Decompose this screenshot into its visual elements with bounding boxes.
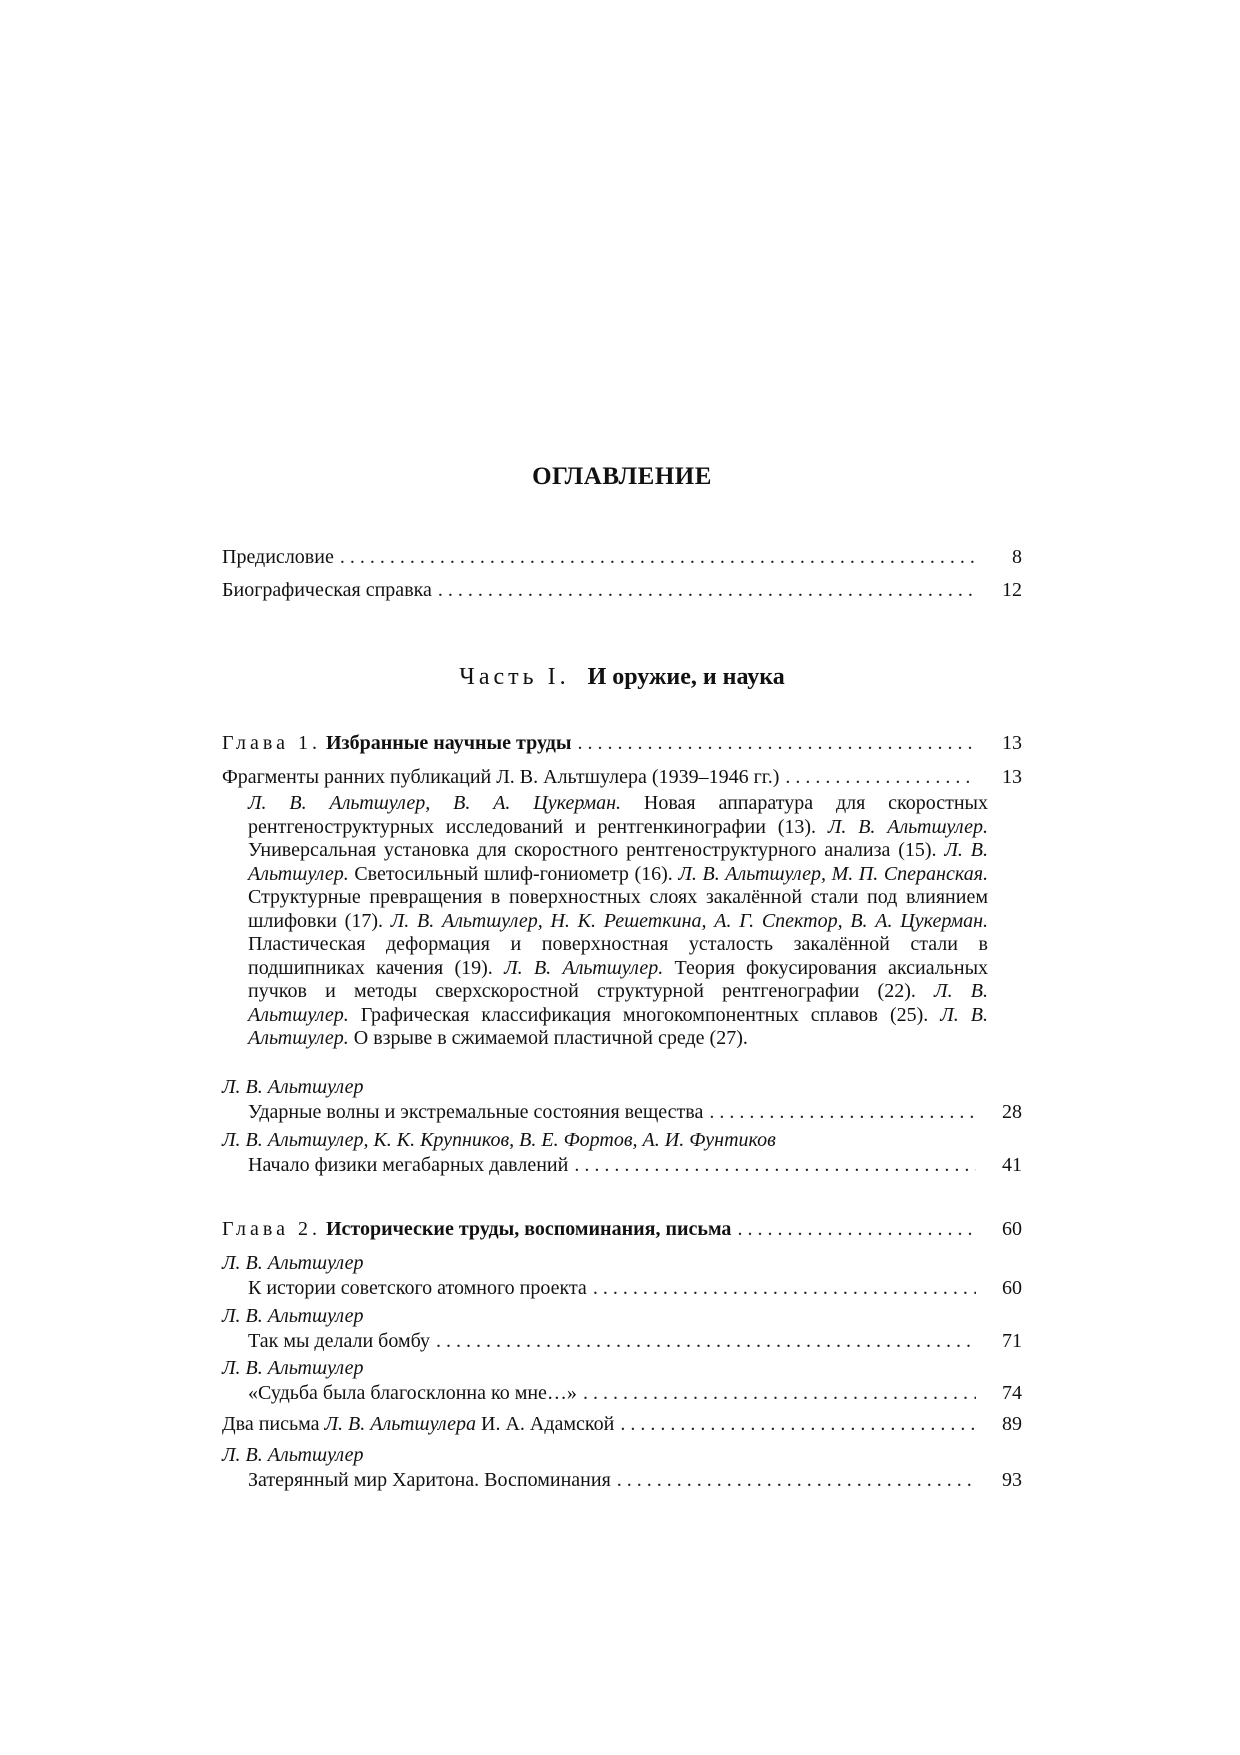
- toc-entry-letters[interactable]: [222, 1412, 1022, 1437]
- entry-authors: Л. В. Альтшулер: [222, 1076, 364, 1098]
- entry-label: Фрагменты ранних публикаций Л. В. Альтшулера (1939–1946 гг.): [222, 766, 780, 788]
- entry-label: Биографическая справка: [222, 579, 432, 601]
- entry-page: 71: [1002, 1330, 1022, 1352]
- leader-dots: [737, 1217, 976, 1242]
- fragment-authors: Л. В. Альтшулер, В. А. Цукерман.: [248, 792, 622, 814]
- entry-label-end: И. А. Адамской: [476, 1413, 615, 1435]
- entry-page: 93: [1002, 1469, 1022, 1491]
- fragment-authors: Л. В. Альтшулер.: [504, 956, 664, 979]
- front-entry-preface[interactable]: [222, 545, 1022, 570]
- fragments-list: [222, 792, 988, 1051]
- entry-authors: Л. В. Альтшулер: [222, 1357, 364, 1379]
- toc-entry-fate[interactable]: [222, 1356, 1022, 1406]
- leader-dots: [438, 578, 976, 603]
- leader-dots: [436, 1329, 976, 1354]
- fragment-authors: Л. В. Альтшулер, Н. К. Решеткина, А. Г. Спектор, В. А. Цукерман.: [390, 909, 989, 932]
- fragment-authors: Л. В. Альтшулер.: [248, 980, 988, 1026]
- leader-dots: [785, 765, 976, 790]
- entry-page: 60: [1002, 1218, 1022, 1240]
- entry-authors: Л. В. Альтшулер: [222, 1305, 364, 1327]
- fragment-authors: Л. В. Альтшулер.: [248, 839, 988, 885]
- fragment-authors: Л. В. Альтшулер.: [248, 1003, 989, 1049]
- fragment-title: Графическая классификация многокомпонентных сплавов (25).: [348, 1003, 941, 1026]
- part-title: [222, 664, 1022, 691]
- toc-title: ОГЛАВЛЕНИЕ: [532, 463, 712, 490]
- toc-entry-shock-waves[interactable]: [222, 1075, 1022, 1125]
- entry-label: Предисловие: [222, 546, 334, 568]
- entry-page: 28: [1002, 1101, 1022, 1123]
- part-prefix: Часть I.: [459, 664, 570, 690]
- toc-entry-atomic-project[interactable]: [222, 1251, 1022, 1301]
- entry-authors: Л. В. Альтшулер: [222, 1444, 364, 1466]
- entry-page: 74: [1002, 1382, 1022, 1404]
- leader-dots: [709, 1100, 976, 1125]
- chapter-prefix: Глава 1.: [222, 732, 321, 754]
- fragment-title: Пластическая деформация и поверхностная усталость закалённой стали в подшипниках качения (19).: [248, 933, 988, 979]
- part-name: И оружие, и наука: [587, 664, 785, 690]
- entry-label: Затерянный мир Харитона. Воспоминания: [248, 1469, 611, 1491]
- chapter-title: Исторические труды, воспоминания, письма: [325, 1218, 732, 1240]
- entry-label: К истории советского атомного проекта: [248, 1277, 587, 1299]
- leader-dots: [340, 545, 976, 570]
- entry-page: 89: [1002, 1413, 1022, 1435]
- leader-dots: [620, 1412, 976, 1437]
- entry-authors: Л. В. Альтшулер: [222, 1252, 364, 1274]
- entry-authors: Л. В. Альтшулер, К. К. Крупников, В. Е. Фортов, А. И. Фунтиков: [222, 1129, 776, 1151]
- leader-dots: [593, 1276, 976, 1301]
- entry-author: Л. В. Альтшулера: [324, 1413, 477, 1435]
- fragment-title: Новая аппаратура для скоростных рентгеноструктурных исследований и рентгенкинографии (13).: [248, 792, 988, 838]
- fragment-title: О взрыве в сжимаемой пластичной среде (27).: [348, 1027, 748, 1049]
- entry-page: 41: [1002, 1154, 1022, 1176]
- toc-entry-khariton[interactable]: [222, 1443, 1022, 1493]
- entry-page: 12: [1002, 579, 1022, 601]
- entry-page: 60: [1002, 1277, 1022, 1299]
- fragment-authors: Л. В. Альтшулер.: [827, 815, 988, 838]
- toc-entry-bomb[interactable]: [222, 1304, 1022, 1354]
- fragment-title: Структурные превращения в поверхностных слоях закалённой стали под влиянием шлифовки (17).: [248, 886, 988, 932]
- fragment-title: Теория фокусирования аксиальных пучков и методы сверхскоростной структурной рентгенографии (22).: [248, 956, 988, 1002]
- entry-page: 13: [1002, 766, 1022, 788]
- entry-label: Два письма: [222, 1413, 325, 1435]
- fragment-authors: Л. В. Альтшулер, М. П. Сперанская.: [678, 862, 988, 885]
- leader-dots: [583, 1381, 976, 1406]
- chapter-prefix: Глава 2.: [222, 1218, 321, 1240]
- entry-page: 8: [1012, 546, 1022, 568]
- front-entry-biography[interactable]: [222, 578, 1022, 603]
- chapter-1-entry[interactable]: [222, 731, 1022, 756]
- entry-label: Начало физики мегабарных давлений: [248, 1154, 569, 1176]
- toc-entry-megabar[interactable]: [222, 1128, 1022, 1178]
- fragments-entry[interactable]: [222, 765, 1022, 1051]
- leader-dots: [617, 1468, 976, 1493]
- entry-label: «Судьба была благосклонна ко мне…»: [248, 1382, 577, 1404]
- entry-page: 13: [1002, 732, 1022, 754]
- chapter-title: Избранные научные труды: [325, 732, 572, 754]
- fragment-title: Универсальная установка для скоростного рентгеноструктурного анализа (15).: [248, 839, 945, 861]
- entry-label: Ударные волны и экстремальные состояния вещества: [248, 1101, 704, 1123]
- chapter-2-entry[interactable]: [222, 1217, 1022, 1242]
- leader-dots: [577, 731, 976, 756]
- fragment-title: Светосильный шлиф-гониометр (16).: [348, 862, 679, 885]
- leader-dots: [574, 1153, 976, 1178]
- entry-label: Так мы делали бомбу: [248, 1330, 431, 1352]
